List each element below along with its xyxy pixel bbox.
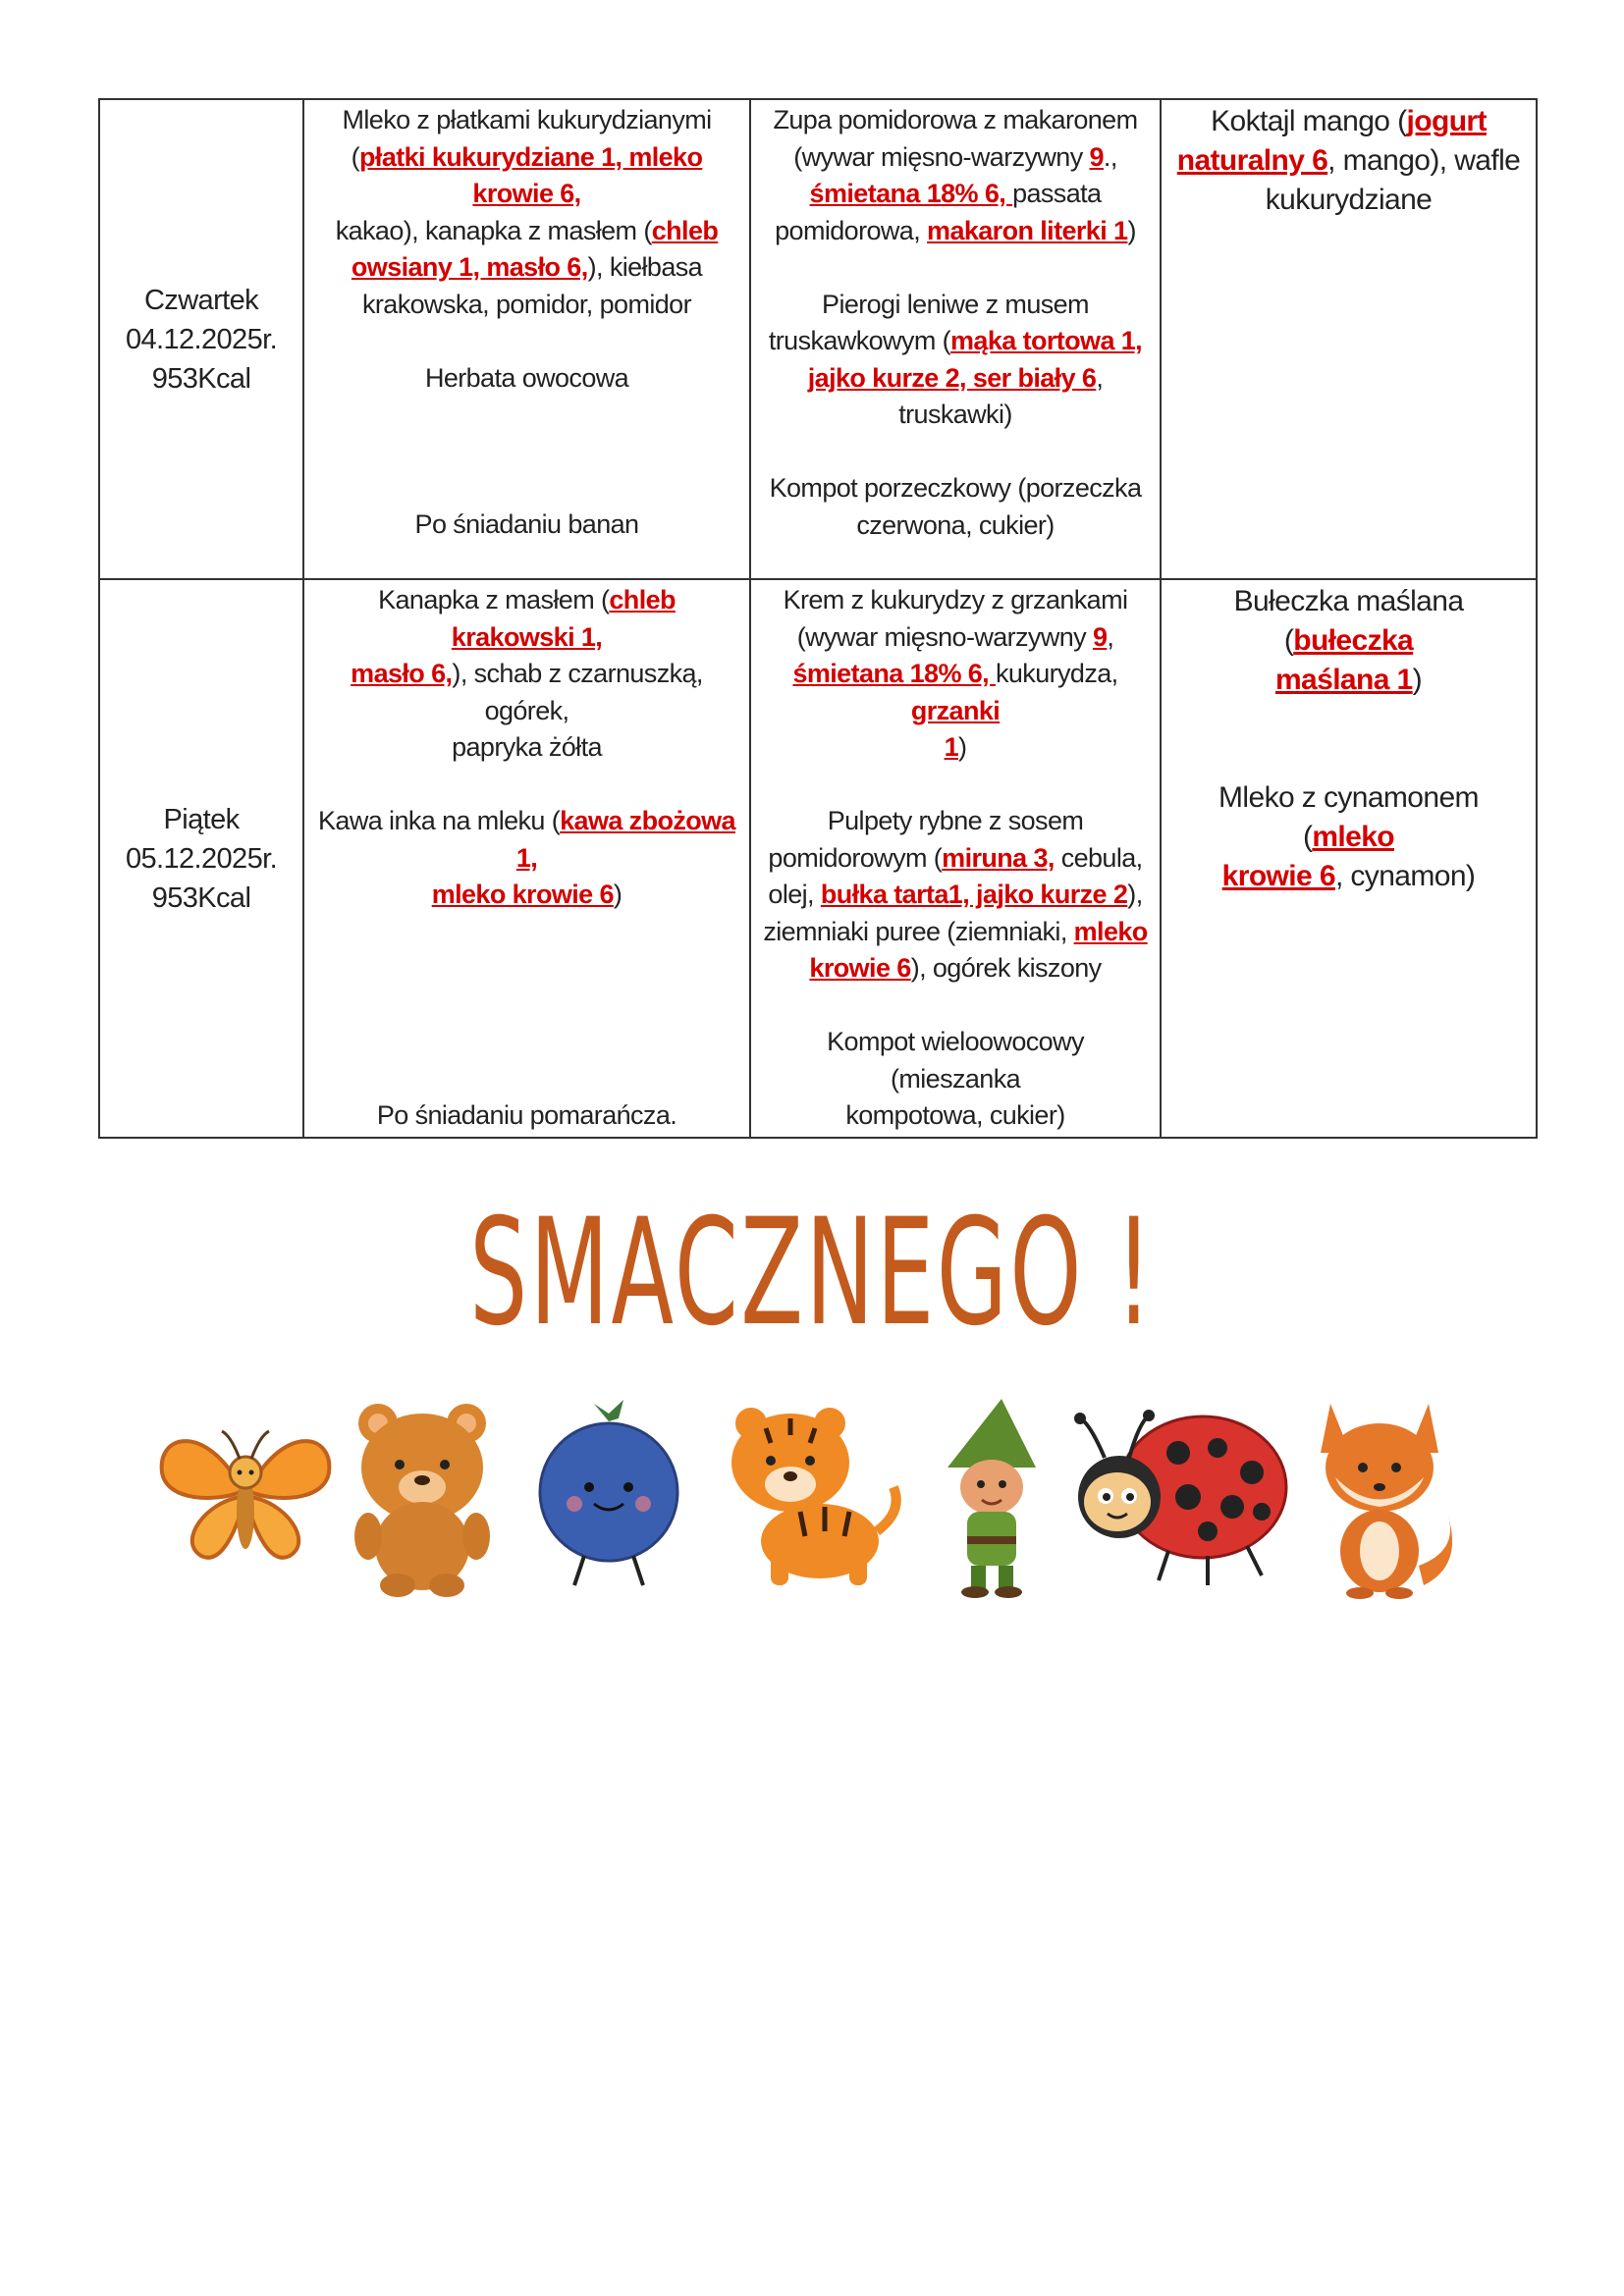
snack-line: maślana 1) <box>1274 664 1423 696</box>
allergen-text: miruna 3, <box>942 842 1055 873</box>
lunch-line: pomidorowa, makaron literki 1) <box>775 215 1136 245</box>
lunch-line: pomidorowym (miruna 3, cebula, <box>768 842 1143 873</box>
allergen-text: masło 6, <box>351 659 453 688</box>
lunch-line: jajko kurze 2, ser biały 6, truskawki) <box>807 362 1104 429</box>
allergen-text: mąka tortowa 1, <box>950 326 1143 355</box>
breakfast-line: owsiany 1, masło 6,), kiełbasa <box>351 252 703 282</box>
allergen-text: płatki kukurydziane 1, mleko krowie 6, <box>359 141 703 208</box>
breakfast-line: Mleko z płatkami kukurydzianymi <box>342 105 712 134</box>
allergen-text: chleb <box>651 215 719 245</box>
allergen-text: naturalny 6 <box>1176 144 1328 177</box>
snack-line: naturalny 6, mango), wafle <box>1176 144 1521 177</box>
lunch-line: krowie 6), ogórek kiszony <box>809 953 1102 983</box>
after-breakfast: Po śniadaniu pomarańcza. <box>376 1099 677 1130</box>
breakfast-line: masło 6,), schab z czarnuszką, ogórek, <box>351 659 703 725</box>
day-kcal: 953Kcal <box>151 881 251 914</box>
allergen-text: bułeczka <box>1293 624 1414 657</box>
allergen-text: kawa zbożowa 1, <box>515 806 735 873</box>
blueberry-icon <box>525 1394 692 1590</box>
lunch-line: olej, bułka tarta1, jajko kurze 2), <box>768 880 1143 909</box>
breakfast-drink: mleko krowie 6) <box>431 880 623 909</box>
allergen-text: bułka tarta1, jajko kurze 2 <box>820 880 1128 909</box>
allergen-text: jogurt <box>1406 105 1487 137</box>
breakfast-line: Kanapka z masłem (chleb krakowski 1, <box>378 585 676 652</box>
ladybug-icon <box>1060 1394 1296 1590</box>
allergen-text: krowie 6 <box>1221 860 1335 892</box>
breakfast-line: papryka żółta <box>452 732 602 762</box>
snack-line: Koktajl mango (jogurt <box>1211 105 1487 137</box>
snack-line: Mleko z cynamonem (mleko <box>1218 781 1479 853</box>
lunch-line: śmietana 18% 6, kukurydza, grzanki <box>792 659 1118 725</box>
breakfast-cell <box>303 579 750 1138</box>
lunch-line: Krem z kukurydzy z grzankami <box>783 585 1128 614</box>
lunch-line: kompotowa, cukier) <box>845 1100 1065 1130</box>
allergen-text: mleko <box>1312 821 1395 853</box>
snack-cell <box>1161 579 1537 1138</box>
menu-table <box>98 98 1538 1139</box>
lunch-line: Kompot wieloowocowy (mieszanka <box>827 1027 1084 1094</box>
allergen-text: chleb krakowski 1, <box>451 585 676 652</box>
allergen-text: śmietana 18% 6, <box>809 179 1013 208</box>
snack-line: krowie 6, cynamon) <box>1221 860 1476 892</box>
lunch-line: czerwona, cukier) <box>856 509 1055 540</box>
day-date: 05.12.2025r. <box>125 842 278 875</box>
lunch-cell <box>750 99 1161 579</box>
lunch-line: ziemniaki puree (ziemniaki, mleko <box>763 916 1148 946</box>
table-row <box>99 99 1537 579</box>
bear-icon <box>339 1394 506 1600</box>
allergen-text: 1 <box>944 732 958 762</box>
allergen-text: 9 <box>1089 141 1104 172</box>
breakfast-cell <box>303 99 750 579</box>
snack-line: kukurydziane <box>1265 184 1433 216</box>
lunch-line: Pulpety rybne z sosem <box>827 806 1084 835</box>
allergen-text: 9 <box>1092 621 1108 652</box>
lunch-line: Kompot porzeczkowy (porzeczka <box>769 473 1142 503</box>
day-date: 04.12.2025r. <box>125 323 278 355</box>
allergen-text: śmietana 18% 6, <box>792 659 996 688</box>
breakfast-line: kakao), kanapka z masłem (chleb <box>335 215 719 245</box>
allergen-text: grzanki <box>910 695 1001 725</box>
snack-cell <box>1161 99 1537 579</box>
lunch-line: (wywar mięsno-warzywny 9, <box>796 621 1114 652</box>
lunch-line: Pierogi leniwe z musem <box>822 289 1089 319</box>
lunch-cell <box>750 579 1161 1138</box>
allergen-text: makaron literki 1 <box>927 215 1128 245</box>
allergen-text: mleko <box>1073 916 1148 946</box>
lunch-line: (wywar mięsno-warzywny 9., <box>793 141 1117 172</box>
fox-icon <box>1306 1394 1463 1600</box>
butterfly-icon <box>147 1394 344 1590</box>
allergen-text: krowie 6 <box>809 953 911 983</box>
day-cell <box>99 579 303 1138</box>
day-name: Piątek <box>163 803 240 835</box>
page-title: SMACZNEGO ! <box>469 1188 1155 1359</box>
breakfast-drink: Herbata owocowa <box>424 362 629 393</box>
day-name: Czwartek <box>143 284 259 316</box>
allergen-text: jajko kurze 2, ser biały 6 <box>807 362 1097 393</box>
lunch-line: truskawkowym (mąka tortowa 1, <box>768 326 1143 355</box>
after-breakfast: Po śniadaniu banan <box>414 509 639 539</box>
breakfast-line: (płatki kukurydziane 1, mleko krowie 6, <box>351 141 703 208</box>
illustration-strip <box>147 1394 1473 1620</box>
allergen-text: owsiany 1, masło 6, <box>351 252 588 282</box>
table-row <box>99 579 1537 1138</box>
lunch-line: Zupa pomidorowa z makaronem <box>773 105 1138 134</box>
breakfast-line: krakowska, pomidor, pomidor <box>362 289 691 319</box>
day-kcal: 953Kcal <box>151 362 251 395</box>
tiger-icon <box>712 1394 908 1590</box>
lunch-line: 1) <box>944 732 967 762</box>
snack-line: Bułeczka maślana (bułeczka <box>1233 585 1464 657</box>
lunch-line: śmietana 18% 6, passata <box>809 179 1102 208</box>
breakfast-drink: Kawa inka na mleku (kawa zbożowa 1, <box>318 806 735 873</box>
day-cell <box>99 99 303 579</box>
allergen-text: maślana 1 <box>1274 664 1413 696</box>
gnome-icon <box>928 1394 1056 1600</box>
allergen-text: mleko krowie 6 <box>431 880 614 909</box>
